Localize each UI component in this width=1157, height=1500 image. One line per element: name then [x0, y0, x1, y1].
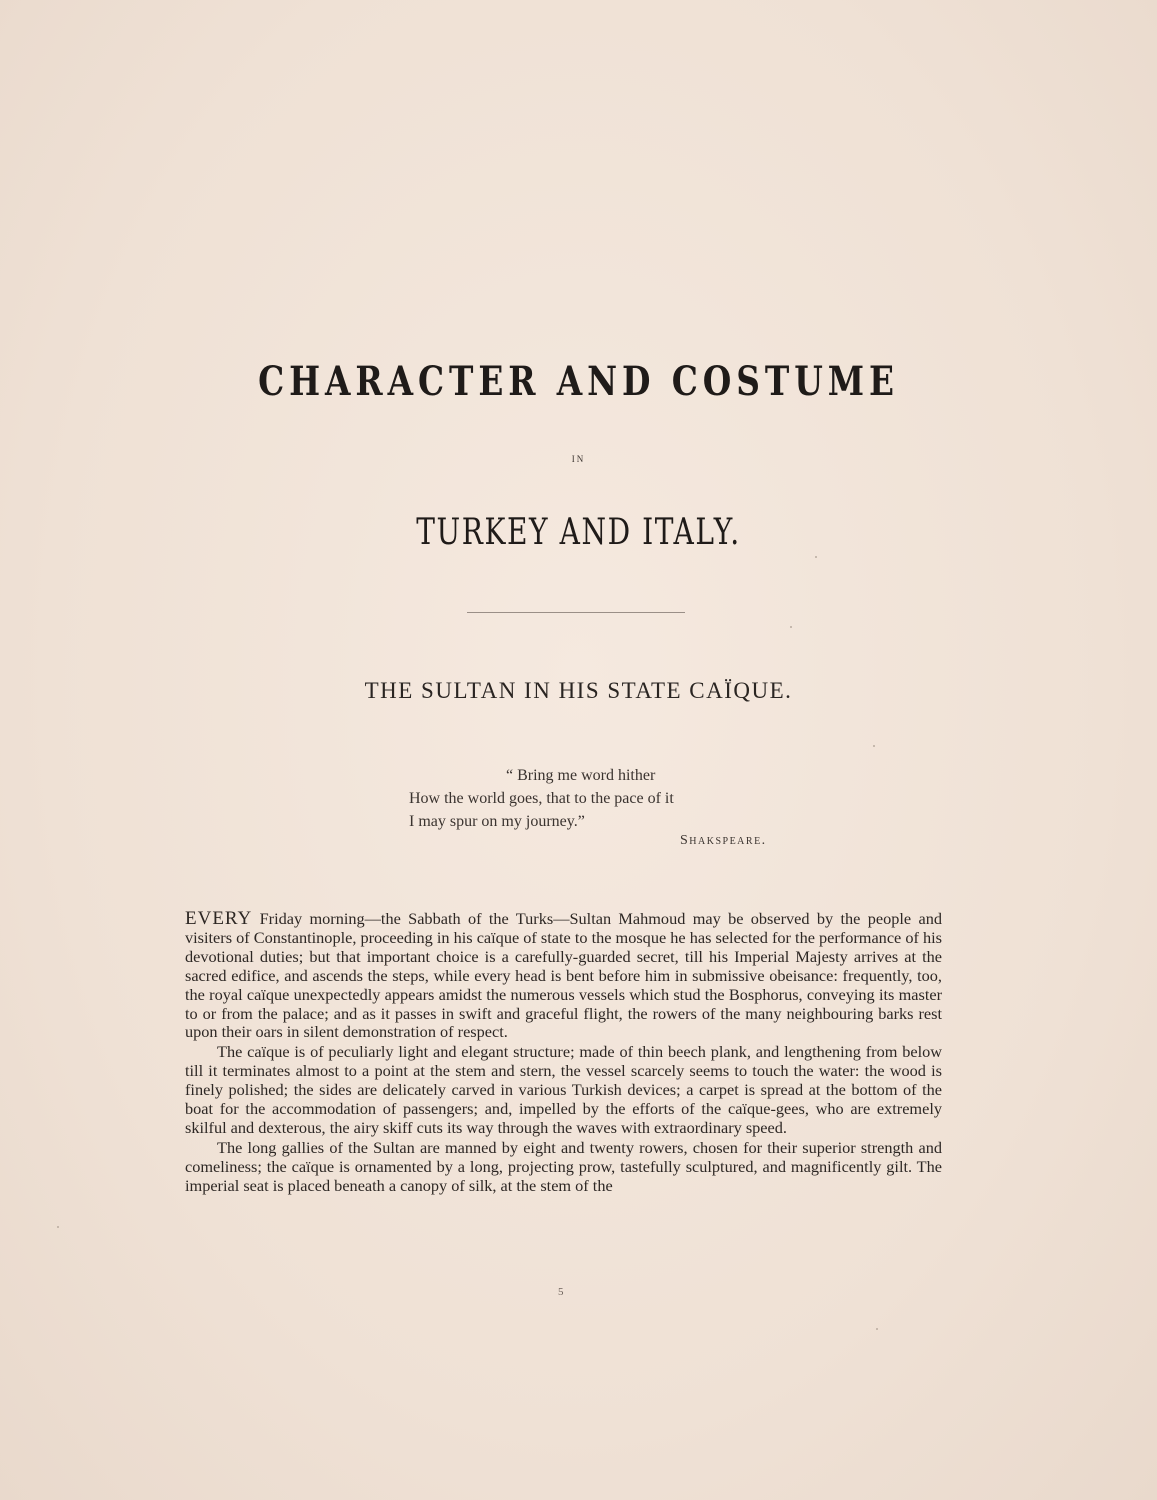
paper-speck: [815, 556, 817, 558]
book-title: CHARACTER AND COSTUME: [258, 358, 899, 405]
book-subtitle: TURKEY AND ITALY.: [416, 512, 741, 553]
title-connector: IN: [571, 454, 586, 464]
paper-speck: [873, 745, 875, 747]
paper-speck: [790, 626, 792, 628]
body-text: [185, 910, 942, 1197]
epigraph-line: How the world goes, that to the pace of it: [409, 790, 674, 807]
section-title: THE SULTAN IN HIS STATE CAÏQUE.: [364, 678, 793, 703]
body-paragraph: The long gallies of the Sultan are manned by eight and twenty rowers, chosen for their superior strength and comeliness; the caïque is ornamented by a long, projecting prow, tastefully sculptured, and magnificently gilt. The imperial seat is placed beneath a canopy of silk, at the stem of the: [185, 1137, 942, 1195]
epigraph-attribution: Shakspeare.: [680, 833, 767, 848]
epigraph: [409, 764, 799, 833]
body-paragraph: [185, 910, 942, 1042]
opening-word: EVERY: [185, 908, 253, 929]
paragraph-text: Friday morning—the Sabbath of the Turks—Sultan Mahmoud may be observed by the people and visiters of Constantinople, proceeding in his caïque of state to the mosque he has selected for the performance of his devotional duties; but that important choice is a carefully-guarded secret, till his Imperial Majesty arrives at the sacred edifice, and ascends the steps, while every head is bent before him in submissive obeisance: frequently, too, the royal caïque unexpectedly appears amidst the numerous vessels which stud the Bosphorus, conveying its master to or from the palace; and as it passes in swift and graceful flight, the rowers of the many neighbouring barks rest upon their oars in silent demonstration of respect.: [185, 909, 942, 1042]
page-number: 5: [558, 1286, 564, 1298]
epigraph-line: I may spur on my journey.”: [409, 813, 585, 830]
title-divider: [467, 612, 685, 613]
paper-speck: [876, 1328, 878, 1330]
epigraph-line: “ Bring me word hither: [506, 767, 656, 784]
body-paragraph: The caïque is of peculiarly light and elegant structure; made of thin beech plank, and lengthening from below till it terminates almost to a point at the stem and stern, the vessel scarcely seems to touch the water: the wood is finely polished; the sides are delicately carved in various Turkish devices; a carpet is spread at the bottom of the boat for the accommodation of passengers; and, impelled by the efforts of the caïque-gees, who are extremely skilful and dexterous, the airy skiff cuts its way through the waves with extraordinary speed.: [185, 1042, 942, 1137]
paper-speck: [57, 1226, 59, 1228]
